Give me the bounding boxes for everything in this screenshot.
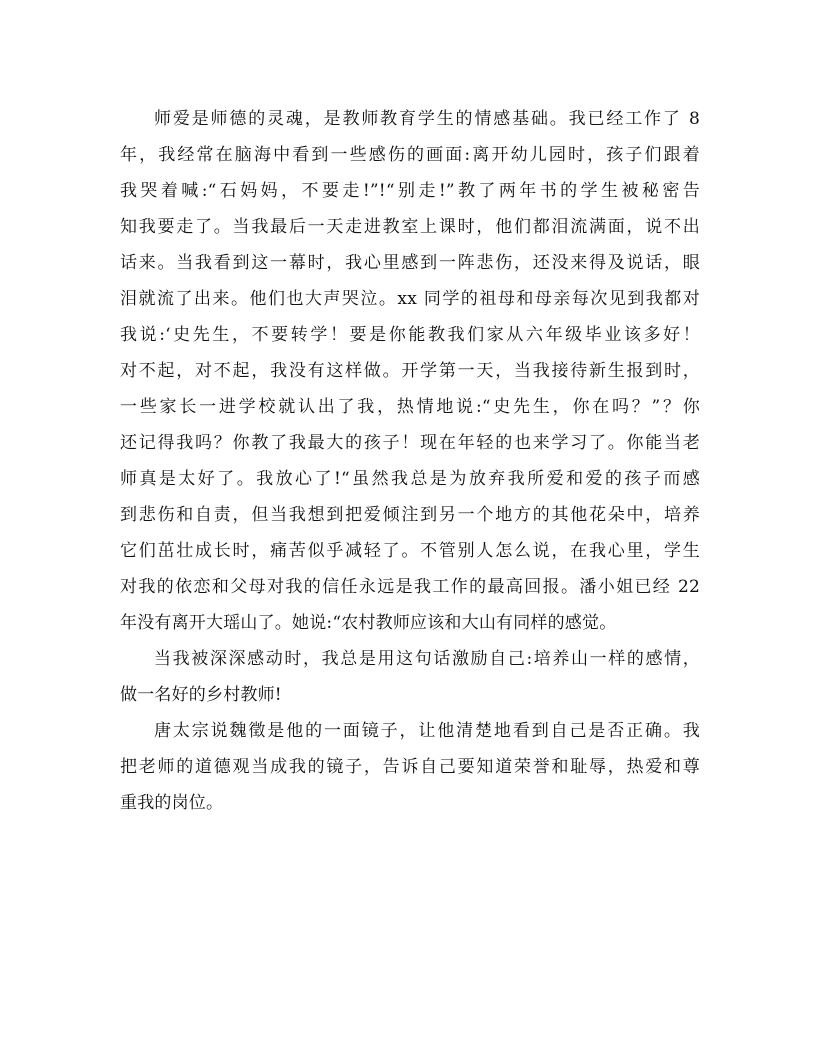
text-line: 对不起，对不起，我没有这样做。开学第一天，当我接待新生报到时，: [120, 361, 700, 381]
text-line: 知我要走了。当我最后一天走进教室上课时，他们都泪流满面，说不出: [120, 217, 700, 237]
text-line: 年没有离开大瑶山了。她说:“农村教师应该和大山有同样的感觉。: [120, 613, 617, 633]
text-line: 年，我经常在脑海中看到一些感伤的画面:离开幼儿园时，孩子们跟着: [120, 145, 700, 165]
text-line: 我说:‘史先生，不要转学！要是你能教我们家从六年级毕业该多好！: [120, 325, 700, 345]
text-line: 话来。当我看到这一幕时，我心里感到一阵悲伤，还没来得及说话，眼: [120, 253, 700, 273]
text-line: 唐太宗说魏徵是他的一面镜子，让他清楚地看到自己是否正确。我: [154, 721, 700, 741]
text-line: 一些家长一进学校就认出了我，热情地说:“史先生，你在吗？”？你: [120, 397, 700, 417]
text-line: 重我的岗位。: [120, 793, 224, 813]
document-body: [120, 101, 700, 821]
paragraph-3: [120, 713, 700, 821]
text-line: 师真是太好了。我放心了!“虽然我总是为放弃我所爱和爱的孩子而感: [120, 469, 700, 489]
paragraph-2: [120, 641, 700, 713]
text-line: 到悲伤和自责，但当我想到把爱倾注到另一个地方的其他花朵中，培养: [120, 505, 700, 525]
text-line: 师爱是师德的灵魂，是教师教育学生的情感基础。我已经工作了 8: [154, 109, 700, 129]
text-line: 做一名好的乡村教师!: [120, 685, 282, 705]
text-line: 对我的依恋和父母对我的信任永远是我工作的最高回报。潘小姐已经 22: [120, 577, 700, 597]
text-line: 我哭着喊:“石妈妈，不要走!”!“别走!”教了两年书的学生被秘密告: [120, 181, 700, 201]
text-line: 还记得我吗？你教了我最大的孩子！现在年轻的也来学习了。你能当老: [120, 433, 700, 453]
text-line: 当我被深深感动时，我总是用这句话激励自己:培养山一样的感情，: [154, 649, 700, 669]
text-line: 泪就流了出来。他们也大声哭泣。xx 同学的祖母和母亲每次见到我都对: [120, 289, 700, 309]
paragraph-1: [120, 101, 700, 641]
text-line: 它们茁壮成长时，痛苦似乎减轻了。不管别人怎么说，在我心里，学生: [120, 541, 700, 561]
text-line: 把老师的道德观当成我的镜子，告诉自己要知道荣誉和耻辱，热爱和尊: [120, 757, 700, 777]
